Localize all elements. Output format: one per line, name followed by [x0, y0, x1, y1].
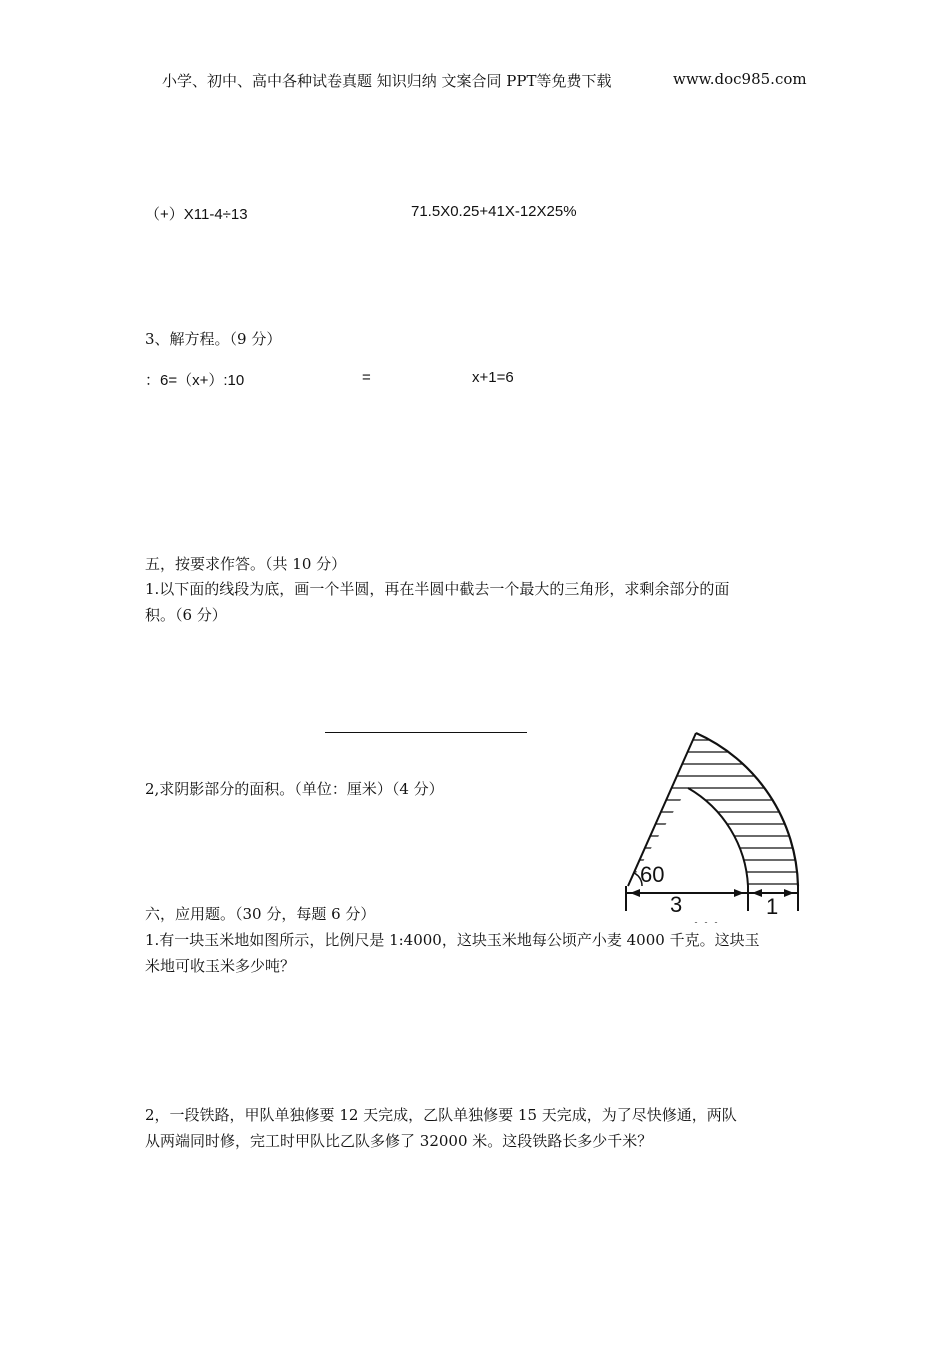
- header-url[interactable]: www.doc985.com: [673, 70, 807, 88]
- arrow-middle-right: [752, 889, 762, 897]
- outer-arc: [696, 733, 798, 886]
- shaded-sector-figure: [618, 728, 808, 923]
- calc-expression-1: （+）X11-4÷13: [145, 206, 248, 223]
- arrow-left: [630, 889, 640, 897]
- dot-mark: [714, 922, 717, 923]
- q3-title: 3、解方程。（9 分）: [145, 330, 282, 348]
- base-line-segment: [325, 732, 527, 733]
- section6-q1-line2: 米地可收玉米多少吨？: [145, 957, 296, 975]
- dot-mark: [704, 922, 707, 923]
- section5-q2: 2,求阴影部分的面积。（单位：厘米）（4 分）: [145, 780, 444, 798]
- section6-q1-line1: 1.有一块玉米地如图所示，比例尺是 1:4000，这块玉米地每公顷产小麦 4000 千克。这块玉: [145, 931, 760, 949]
- section5-title: 五，按要求作答。（共 10 分）: [145, 555, 347, 573]
- q3-equation-1: ：6=（x+）:10: [145, 372, 245, 389]
- arrow-middle-left: [734, 889, 744, 897]
- arrow-right: [784, 889, 794, 897]
- dot-mark: [694, 922, 697, 923]
- calc-expression-2: 71.5X0.25+41X-12X25%: [411, 203, 577, 220]
- q3-equation-2: =: [362, 369, 371, 386]
- radius-label: 3: [670, 892, 683, 917]
- angle-label: 60: [640, 862, 665, 887]
- section6-q2-line2: 从两端同时修，完工时甲队比乙队多修了 32000 米。这段铁路长多少千米？: [145, 1132, 653, 1150]
- header-title: 小学、初中、高中各种试卷真题 知识归纳 文案合同 PPT等免费下载: [162, 72, 612, 90]
- inner-arc: [688, 788, 748, 886]
- section5-q1-line1: 1.以下面的线段为底，画一个半圆，再在半圆中截去一个最大的三角形，求剩余部分的面: [145, 580, 730, 598]
- section5-q1-line2: 积。（6 分）: [145, 606, 227, 624]
- section6-title: 六，应用题。（30 分，每题 6 分）: [145, 905, 376, 923]
- width-label: 1: [766, 894, 779, 919]
- section6-q2-line1: 2，一段铁路，甲队单独修要 12 天完成，乙队单独修要 15 天完成，为了尽快修通，两队: [145, 1106, 737, 1124]
- q3-equation-3: x+1=6: [472, 369, 514, 386]
